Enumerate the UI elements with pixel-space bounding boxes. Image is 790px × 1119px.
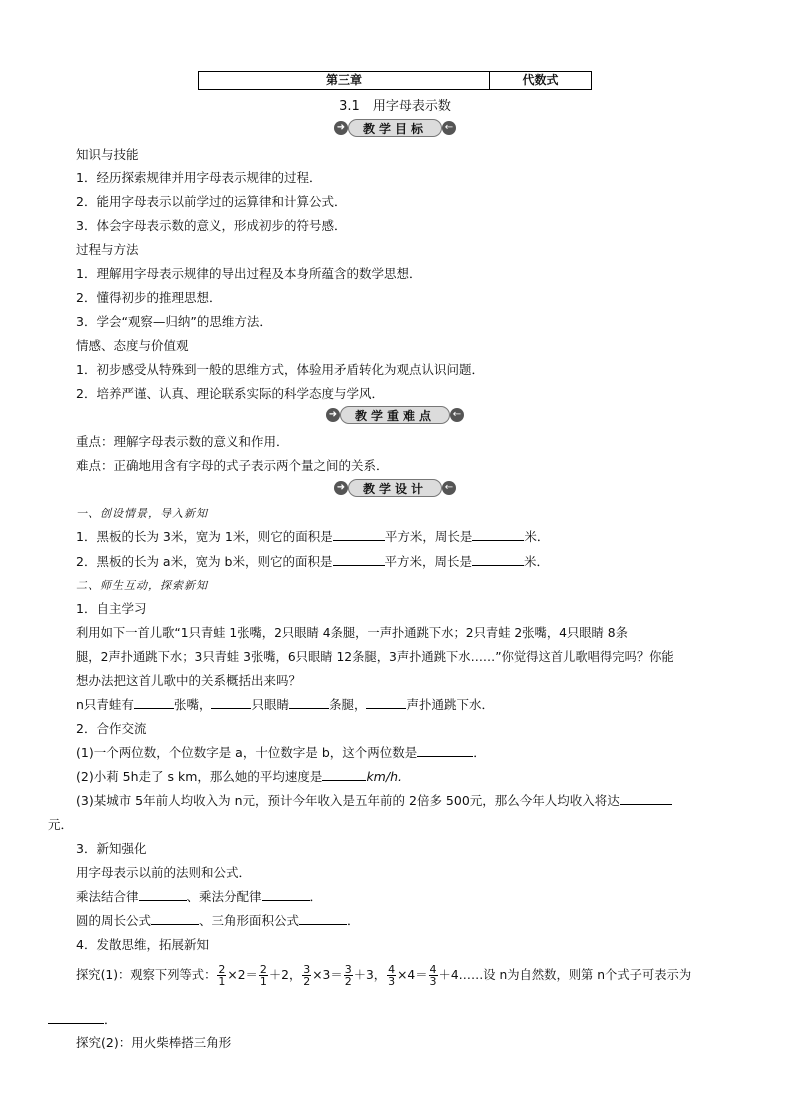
answer-blank: [472, 553, 524, 566]
answer-blank: [134, 696, 174, 709]
numerator: 4: [429, 963, 437, 976]
knowledge-item-2: 2．能用字母表示以前学过的运算律和计算公式．: [76, 194, 347, 209]
step4-heading: 4．发散思维，拓展新知: [76, 937, 209, 952]
explore-1-end: ．: [104, 1012, 117, 1027]
chapter-label: 第三章: [199, 72, 490, 89]
denominator: 3: [429, 975, 437, 988]
fraction: [387, 964, 396, 987]
arrow-left-icon: ←: [442, 121, 456, 135]
question-1: [76, 527, 549, 545]
answer-blank: [48, 1011, 104, 1024]
step2-q2-text: (2)小莉 5h走了 s km，那么她的平均速度是: [76, 769, 323, 784]
fraction: [217, 964, 226, 987]
step3-formulas: [76, 911, 360, 929]
explore-1-answer: [48, 1010, 117, 1028]
process-item-2: 2．懂得初步的推理思想．: [76, 290, 222, 305]
step4-explore-2: 探究(2)：用火柴棒搭三角形: [76, 1035, 232, 1050]
banner-goals-label: 教学目标: [348, 119, 442, 137]
fraction: [302, 964, 311, 987]
answer-blank: [333, 528, 385, 541]
fraction: [259, 964, 268, 987]
eq-text: ＋2，: [268, 968, 302, 982]
process-heading: 过程与方法: [76, 242, 139, 257]
arrow-right-icon: ➜: [334, 481, 348, 495]
fraction: [344, 964, 353, 987]
step2-q1: [76, 743, 486, 761]
eq-text: ×4＝: [397, 968, 428, 982]
step1-heading: 1．自主学习: [76, 601, 147, 616]
key-point-important: 重点：理解字母表示数的意义和作用．: [76, 434, 289, 449]
eq-text: ×2＝: [227, 968, 258, 982]
denominator: 2: [344, 975, 352, 988]
fraction: [429, 964, 438, 987]
attitude-item-2: 2．培养严谨、认真、理论联系实际的科学态度与学风．: [76, 386, 384, 401]
chapter-topic: 代数式: [522, 73, 559, 87]
question-2: [76, 552, 549, 570]
step2-q3: [76, 791, 672, 809]
step3-formulas-b: 、三角形面积公式: [199, 913, 300, 928]
question-2-text-a: 2．黑板的长为 a米，宽为 b米，则它的面积是: [76, 554, 333, 569]
answer-blank: [262, 888, 310, 901]
attitude-heading: 情感、态度与价值观: [76, 338, 189, 353]
chapter-header: [198, 71, 592, 90]
step1-fill-c: 只眼睛: [251, 697, 289, 712]
step3-heading: 3．新知强化: [76, 841, 147, 856]
numerator: 3: [344, 963, 352, 976]
step2-q3-text: (3)某城市 5年前人均收入为 n元，预计今年收入是五年前的 2倍多 500元，那么今年人均收入将达: [76, 793, 620, 808]
denominator: 2: [303, 975, 311, 988]
part1-heading: 一、创设情景，导入新知: [76, 507, 208, 520]
arrow-left-icon: ←: [450, 408, 464, 422]
section-title: 3.1 用字母表示数: [339, 99, 451, 114]
part2-heading: 二、师生互动，探索新知: [76, 579, 208, 592]
step3-formulas-c: ．: [347, 913, 360, 928]
denominator: 1: [218, 975, 226, 988]
arrow-right-icon: ➜: [334, 121, 348, 135]
step1-paragraph-3: 想办法把这首儿歌中的关系概括出来吗？: [76, 673, 302, 688]
step2-heading: 2．合作交流: [76, 721, 147, 736]
numerator: 4: [388, 963, 396, 976]
step3-laws-c: ．: [309, 889, 323, 904]
step2-q2-unit: km/h.: [366, 769, 402, 784]
step3-formulas-a: 圆的周长公式: [76, 913, 152, 928]
question-2-text-c: 米．: [524, 554, 550, 569]
knowledge-heading: 知识与技能: [76, 147, 139, 162]
denominator: 1: [259, 975, 267, 988]
answer-blank: [417, 744, 473, 757]
step1-fill-a: n只青蛙有: [76, 697, 134, 712]
step1-paragraph-1: 利用如下一首儿歌“1只青蛙 1张嘴，2只眼睛 4条腿，一声扑通跳下水；2只青蛙 2张嘴，4只眼睛 8条: [76, 626, 628, 640]
question-1-text-b: 平方米，周长是: [384, 529, 473, 544]
knowledge-item-3: 3．体会字母表示数的意义，形成初步的符号感．: [76, 218, 347, 233]
banner-goals: [334, 119, 456, 137]
answer-blank: [211, 696, 251, 709]
arrow-right-icon: ➜: [326, 408, 340, 422]
eq-text: ＋3，: [353, 968, 387, 982]
step1-fill-b: 张嘴，: [173, 697, 212, 712]
answer-blank: [151, 912, 199, 925]
step2-q1-end: ．: [473, 745, 486, 760]
numerator: 2: [218, 963, 226, 976]
step2-q1-text: (1)一个两位数，个位数字是 a，十位数字是 b，这个两位数是: [76, 745, 418, 760]
process-item-3: 3．学会“观察—归纳”的思维方法．: [76, 314, 272, 329]
answer-blank: [366, 696, 406, 709]
step1-fill: [76, 695, 494, 713]
answer-blank: [620, 792, 672, 805]
question-1-text-c: 米．: [524, 529, 550, 544]
process-item-1: 1．理解用字母表示规律的导出过程及本身所蕴含的数学思想．: [76, 266, 422, 281]
step1-fill-d: 条腿，: [328, 697, 367, 712]
answer-blank: [139, 888, 187, 901]
eq-text: ×3＝: [312, 968, 343, 982]
answer-blank: [322, 768, 366, 781]
answer-blank: [472, 528, 524, 541]
step3-intro: 用字母表示以前的法则和公式．: [76, 865, 252, 880]
question-2-text-b: 平方米，周长是: [384, 554, 473, 569]
numerator: 2: [259, 963, 267, 976]
step1-paragraph-2: 腿，2声扑通跳下水；3只青蛙 3张嘴，6只眼睛 12条腿，3声扑通跳下水……”你觉得这首儿歌唱得完吗？你能: [76, 650, 674, 664]
step3-laws: [76, 887, 322, 905]
answer-blank: [289, 696, 329, 709]
explore-1-tail: ……设 n为自然数，则第 n个式子可表示为: [458, 968, 692, 982]
step1-fill-e: 声扑通跳下水．: [406, 697, 494, 712]
explore-1-label: 探究(1)：观察下列等式：: [76, 968, 217, 982]
banner-design-label: 教学设计: [348, 479, 442, 497]
answer-blank: [333, 553, 385, 566]
step2-q2: [76, 767, 402, 785]
banner-key-points-label: 教学重难点: [340, 406, 450, 424]
eq-text: ＋4: [438, 968, 459, 982]
answer-blank: [299, 912, 347, 925]
step4-explore-1: [76, 964, 691, 987]
attitude-item-1: 1．初步感受从特殊到一般的思维方式，体验用矛盾转化为观点认识问题．: [76, 362, 484, 377]
banner-design: [334, 479, 456, 497]
numerator: 3: [303, 963, 311, 976]
arrow-left-icon: ←: [442, 481, 456, 495]
question-1-text-a: 1．黑板的长为 3米，宽为 1米，则它的面积是: [76, 529, 333, 544]
step2-q3-end: 元．: [48, 817, 74, 832]
knowledge-item-1: 1．经历探索规律并用字母表示规律的过程．: [76, 170, 322, 185]
step3-laws-a: 乘法结合律: [76, 889, 139, 904]
denominator: 3: [388, 975, 396, 988]
banner-key-points: [326, 406, 464, 424]
step3-laws-b: 、乘法分配律: [186, 889, 262, 904]
key-point-difficult: 难点：正确地用含有字母的式子表示两个量之间的关系．: [76, 458, 389, 473]
